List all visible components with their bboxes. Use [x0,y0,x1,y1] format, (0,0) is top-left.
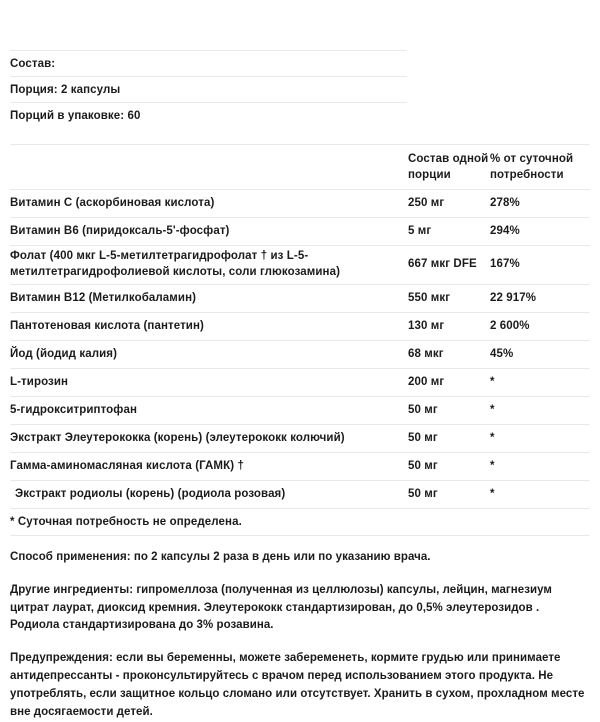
pre-table-spacer [10,128,590,144]
servings-per-container: Порций в упаковке: 60 [10,109,141,122]
ingredient-name: Витамин B6 (пиридоксаль-5'-фосфат) [10,218,408,246]
table-row [10,453,590,481]
ingredient-amount: 68 мкг [408,341,490,369]
ingredient-amount: 50 мг [408,453,490,481]
table-row [10,369,590,397]
ingredient-name: Йод (йодид калия) [10,341,408,369]
ingredient-amount: 50 мг [408,397,490,425]
column-header-daily-value: % от суточной потребности [490,145,590,190]
table-row [10,313,590,341]
table-row [10,190,590,218]
top-spacer [10,0,590,16]
ingredient-amount: 550 мкг [408,285,490,313]
table-row [10,246,590,285]
top-spacer-3 [10,26,590,38]
ingredient-name: Витамин C (аскорбиновая кислота) [10,190,408,218]
ingredient-name: 5-гидрокситриптофан [10,397,408,425]
top-spacer-4 [10,38,590,50]
ingredient-amount: 250 мг [408,190,490,218]
ingredient-daily-value: 278% [490,190,590,218]
other-ingredients: Другие ингредиенты: гипромеллоза (полученная из целлюлозы) капсулы, лейцин, магнезиум цитрат лаурат, диоксид кремния. Элеутерококк стандартизирован, до 0,5% элеутерозидов . Родиола стандартизирована до 3% розавина. [10,583,552,632]
ingredient-amount: 200 мг [408,369,490,397]
daily-value-footnote: * Суточная потребность не определена. [10,508,590,535]
ingredient-daily-value: * [490,369,590,397]
ingredient-name: Экстракт Элеутерококка (корень) (элеутерококк колючий) [10,425,408,453]
ingredient-name: Фолат (400 мкг L-5-метилтетрагидрофолат † из L-5-метилтетрагидрофолиевой кислоты, соли глюкозамина) [10,246,408,285]
ingredient-daily-value: 167% [490,246,590,285]
ingredient-amount: 130 мг [408,313,490,341]
ingredient-daily-value: 2 600% [490,313,590,341]
ingredient-name: Гамма-аминомасляная кислота (ГАМК) † [10,453,408,481]
table-row [10,481,590,509]
column-header-amount-per-serving: Состав одной порции [408,145,490,190]
table-row [10,218,590,246]
table-header [10,145,590,190]
table-header-row [10,145,590,190]
ingredient-name: Пантотеновая кислота (пантетин) [10,313,408,341]
supplement-facts-title: Состав: [10,57,56,70]
top-spacer-2 [10,16,590,26]
usage-directions: Способ применения: по 2 капсулы 2 раза в день или по указанию врача. [10,551,431,563]
ingredient-daily-value: * [490,397,590,425]
warnings: Предупреждения: если вы беременны, можете забеременеть, кормите грудью или принимаете антидепрессанты - проконсультируйтесь с врачом перед использованием этого продукта. Не употреблять, если защитное кольцо сломано или отсутствует. Хранить в сухом, прохладном месте вне досягаемости детей. [10,652,585,718]
ingredient-daily-value: 22 917% [490,285,590,313]
ingredient-daily-value: * [490,453,590,481]
table-row [10,425,590,453]
ingredient-daily-value: 294% [490,218,590,246]
ingredient-name: Экстракт родиолы (корень) (родиола розовая) [10,481,408,509]
ingredient-name: L-тирозин [10,369,408,397]
ingredient-name: Витамин B12 (Метилкобаламин) [10,285,408,313]
table-row [10,341,590,369]
table-row [10,397,590,425]
ingredient-amount: 667 мкг DFE [408,246,490,285]
table-body [10,190,590,509]
serving-size: Порция: 2 капсулы [10,83,121,96]
ingredient-daily-value: * [490,425,590,453]
divider-below-footnote [10,535,590,536]
column-header-ingredient [10,145,408,190]
ingredient-amount: 50 мг [408,481,490,509]
table-row [10,285,590,313]
ingredient-amount: 50 мг [408,425,490,453]
ingredient-daily-value: * [490,481,590,509]
ingredient-amount: 5 мг [408,218,490,246]
ingredient-daily-value: 45% [490,341,590,369]
supplement-facts-table [10,144,590,508]
